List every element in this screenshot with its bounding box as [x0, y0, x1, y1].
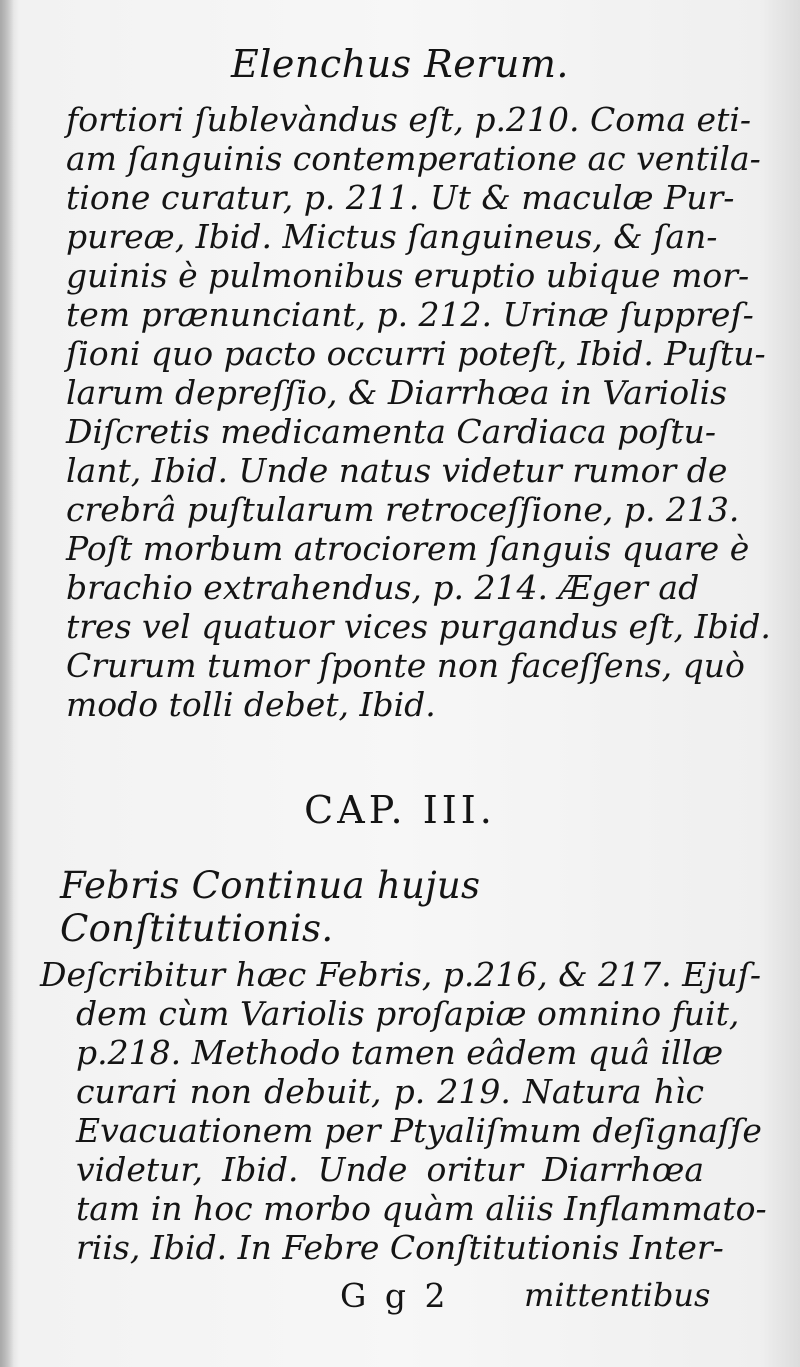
text-line: tem prænunciant, p. 212. Urinæ ſuppreſ- — [66, 295, 754, 334]
running-head: Elenchus Rerum. — [230, 42, 569, 86]
text-line: ſioni quo pacto occurri poteſt, Ibid. Puſtu- — [66, 334, 766, 373]
text-line: fortiori ſublevàndus eſt, p.210. Coma eti- — [66, 100, 752, 139]
chapter-subtitle: Febris Continua hujus Conſtitutionis. — [60, 864, 481, 950]
text-line: modo tolli debet, Ibid. — [66, 685, 436, 724]
text-line: riis, Ibid. In Febre Conſtitutionis Inter- — [76, 1228, 724, 1267]
index-entries-chapter-3 — [40, 955, 767, 1267]
text-line: Evacuationem per Ptyaliſmum deſignaſſe — [76, 1111, 762, 1150]
text-line: Deſcribitur hæc Febris, p.216, & 217. Ejuſ- — [40, 955, 762, 994]
text-line: brachio extrahendus, p. 214. Æger ad — [66, 568, 700, 607]
signature-mark: G g 2 — [340, 1276, 450, 1315]
text-line: guinis è pulmonibus eruptio ubique mor- — [66, 256, 750, 295]
page-gutter-shadow — [0, 0, 14, 1367]
text-line: lant, Ibid. Unde natus videtur rumor de — [66, 451, 728, 490]
text-line: pureæ, Ibid. Mictus ſanguineus, & ſan- — [66, 217, 718, 256]
text-line: Crurum tumor ſponte non faceſſens, quò — [66, 646, 745, 685]
index-entries-chapter-2 — [66, 100, 771, 724]
text-line: Diſcretis medicamenta Cardiaca poſtu- — [66, 412, 716, 451]
text-line: larum depreſſio, & Diarrhœa in Variolis — [66, 373, 728, 412]
text-line: tione curatur, p. 211. Ut & maculæ Pur- — [66, 178, 735, 217]
text-line: tam in hoc morbo quàm aliis Inflammato- — [76, 1189, 767, 1228]
catchword: mittentibus — [524, 1276, 711, 1314]
text-line: videtur, Ibid. Unde oritur Diarrhœa — [76, 1150, 704, 1189]
text-line: am ſanguinis contemperatione ac ventila- — [66, 139, 761, 178]
text-line: p.218. Methodo tamen eâdem quâ illæ — [76, 1033, 724, 1072]
chapter-heading: CAP. III. — [304, 788, 496, 832]
text-line: Poſt morbum atrociorem ſanguis quare è — [66, 529, 750, 568]
text-line: dem cùm Variolis proſapiæ omnino fuit, — [76, 994, 740, 1033]
text-line: crebrâ puſtularum retroceſſione, p. 213. — [66, 490, 740, 529]
text-line: curari non debuit, p. 219. Natura hìc — [76, 1072, 704, 1111]
text-line: tres vel quatuor vices purgandus eſt, Ibid. — [66, 607, 771, 646]
